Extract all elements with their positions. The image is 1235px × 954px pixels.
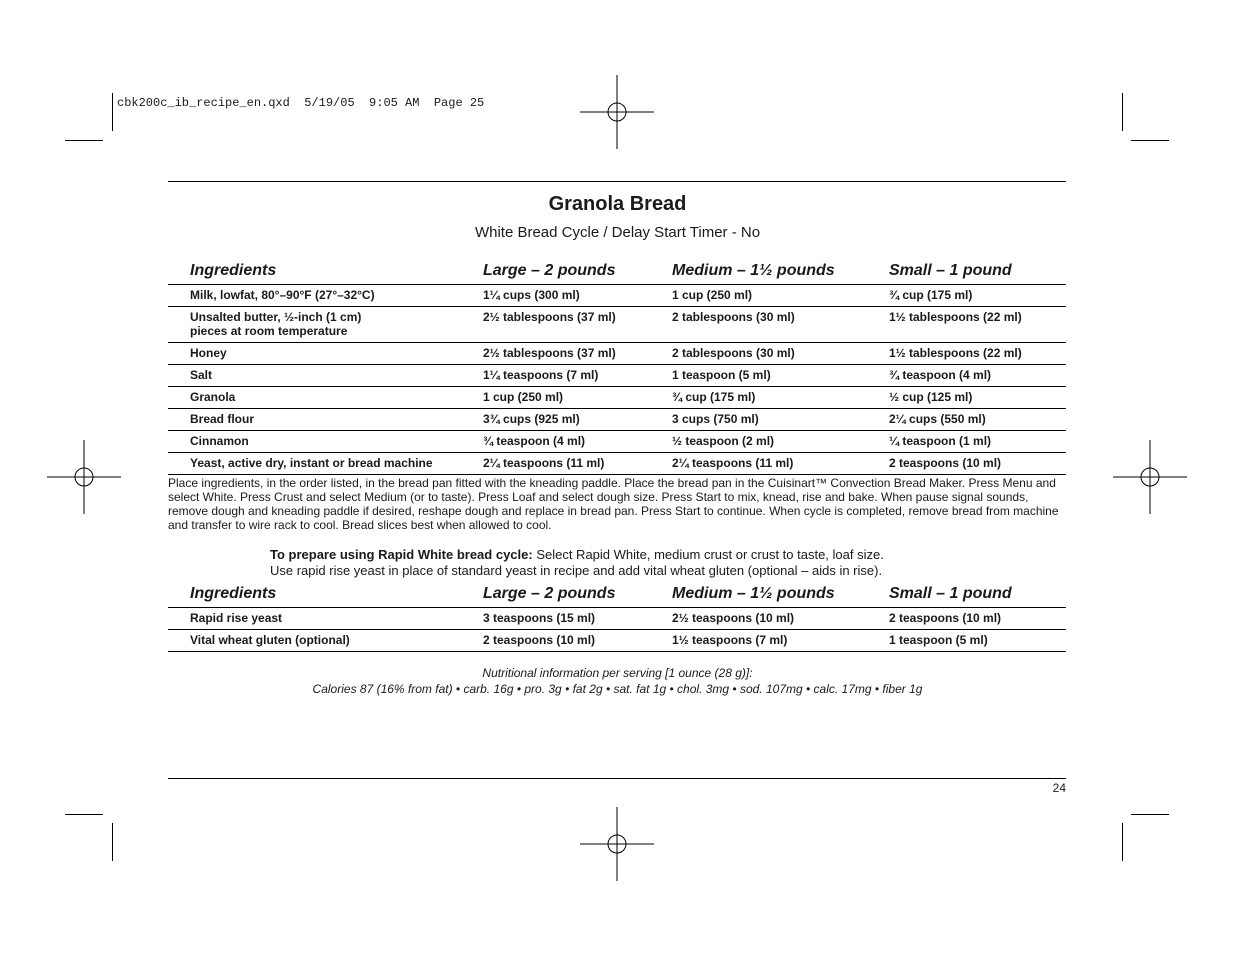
ingredient-name: Unsalted butter, ½-inch (1 cm) pieces at room temperature bbox=[168, 307, 483, 343]
amount-small: 1 teaspoon (5 ml) bbox=[889, 630, 1066, 652]
ingredient-name: Bread flour bbox=[168, 409, 483, 431]
amount-medium: 2 tablespoons (30 ml) bbox=[672, 307, 889, 343]
rapid-note-label: To prepare using Rapid White bread cycle: bbox=[270, 547, 533, 562]
ingredient-name: Yeast, active dry, instant or bread machine bbox=[168, 453, 483, 475]
header-ingredients: Ingredients bbox=[168, 584, 483, 608]
rapid-note-line-1 bbox=[270, 547, 1050, 563]
amount-medium: ¾ cup (175 ml) bbox=[672, 387, 889, 409]
ingredient-name: Cinnamon bbox=[168, 431, 483, 453]
amount-small: 2 teaspoons (10 ml) bbox=[889, 453, 1066, 475]
table-row bbox=[168, 630, 1066, 652]
amount-large: 2 teaspoons (10 ml) bbox=[483, 630, 672, 652]
page-subtitle: White Bread Cycle / Delay Start Timer - No bbox=[474, 224, 761, 241]
ingredient-name: Salt bbox=[168, 365, 483, 387]
amount-medium: 1 cup (250 ml) bbox=[672, 285, 889, 307]
amount-medium: 2¼ teaspoons (11 ml) bbox=[672, 453, 889, 475]
table-row bbox=[168, 343, 1066, 365]
file-slug-line: cbk200c_ib_recipe_en.qxd 5/19/05 9:05 AM Page 25 bbox=[117, 96, 485, 110]
amount-small: 2¼ cups (550 ml) bbox=[889, 409, 1066, 431]
amount-medium: 1 teaspoon (5 ml) bbox=[672, 365, 889, 387]
rapid-note-text: Select Rapid White, medium crust or crust to taste, loaf size. bbox=[532, 547, 884, 562]
table-row bbox=[168, 453, 1066, 475]
header-ingredients: Ingredients bbox=[168, 261, 483, 285]
ingredient-name: Honey bbox=[168, 343, 483, 365]
bottom-rule bbox=[168, 778, 1066, 779]
amount-large: 2½ tablespoons (37 ml) bbox=[483, 307, 672, 343]
amount-large: 1 cup (250 ml) bbox=[483, 387, 672, 409]
header-large: Large – 2 pounds bbox=[483, 261, 672, 285]
table-header-row bbox=[168, 584, 1066, 608]
amount-large: ¾ teaspoon (4 ml) bbox=[483, 431, 672, 453]
amount-small: ¾ cup (175 ml) bbox=[889, 285, 1066, 307]
ingredient-name: Rapid rise yeast bbox=[168, 608, 483, 630]
rapid-ingredients-table bbox=[168, 584, 1066, 652]
ingredient-name: Granola bbox=[168, 387, 483, 409]
amount-small: 1½ tablespoons (22 ml) bbox=[889, 343, 1066, 365]
instructions-paragraph: Place ingredients, in the order listed, in the bread pan fitted with the kneading paddle. Place the bread pan in the Cuisinart™ Convection Bread Maker. Press Menu and select White. Press Crust and select Medium (or to taste). Press Loaf and select dough size. Press Start to mix, knead, rise and bake. When pause signal sounds, remove dough and kneading paddle if desired, reshape dough and replace in bread pan. Press Start to continue. When cycle is completed, remove bread from machine and transfer to wire rack to cool. Bread slices best when allowed to cool. bbox=[168, 476, 1059, 532]
table-row bbox=[168, 365, 1066, 387]
nutrition-values: Calories 87 (16% from fat) • carb. 16g • pro. 3g • fat 2g • sat. fat 1g • chol. 3mg • sod. 107mg • calc. 17mg • fiber 1g bbox=[312, 682, 923, 696]
registration-mark-left-icon bbox=[47, 440, 121, 514]
ingredient-name: Vital wheat gluten (optional) bbox=[168, 630, 483, 652]
table-row bbox=[168, 608, 1066, 630]
table-row bbox=[168, 431, 1066, 453]
rapid-note-line-2: Use rapid rise yeast in place of standard yeast in recipe and add vital wheat gluten (optional – aids in rise). bbox=[270, 563, 883, 578]
amount-small: 1½ tablespoons (22 ml) bbox=[889, 307, 1066, 343]
amount-large: 3¾ cups (925 ml) bbox=[483, 409, 672, 431]
amount-large: 2½ tablespoons (37 ml) bbox=[483, 343, 672, 365]
amount-large: 1¼ cups (300 ml) bbox=[483, 285, 672, 307]
header-large: Large – 2 pounds bbox=[483, 584, 672, 608]
table-header-row bbox=[168, 261, 1066, 285]
nutrition-info bbox=[0, 665, 1235, 697]
ingredients-table bbox=[168, 261, 1066, 475]
header-small: Small – 1 pound bbox=[889, 584, 1066, 608]
amount-small: ½ cup (125 ml) bbox=[889, 387, 1066, 409]
page-number: 24 bbox=[1052, 781, 1066, 795]
amount-large: 3 teaspoons (15 ml) bbox=[483, 608, 672, 630]
table-row bbox=[168, 409, 1066, 431]
amount-small: ¾ teaspoon (4 ml) bbox=[889, 365, 1066, 387]
amount-medium: 1½ teaspoons (7 ml) bbox=[672, 630, 889, 652]
header-small: Small – 1 pound bbox=[889, 261, 1066, 285]
amount-large: 1¼ teaspoons (7 ml) bbox=[483, 365, 672, 387]
registration-mark-bottom-icon bbox=[580, 807, 654, 881]
amount-medium: 2 tablespoons (30 ml) bbox=[672, 343, 889, 365]
page-title: Granola Bread bbox=[548, 193, 687, 215]
amount-medium: ½ teaspoon (2 ml) bbox=[672, 431, 889, 453]
registration-mark-top-icon bbox=[580, 75, 654, 149]
amount-large: 2¼ teaspoons (11 ml) bbox=[483, 453, 672, 475]
amount-medium: 2½ teaspoons (10 ml) bbox=[672, 608, 889, 630]
amount-small: ¼ teaspoon (1 ml) bbox=[889, 431, 1066, 453]
registration-mark-right-icon bbox=[1113, 440, 1187, 514]
rapid-cycle-note bbox=[270, 547, 1050, 579]
amount-medium: 3 cups (750 ml) bbox=[672, 409, 889, 431]
ingredient-name: Milk, lowfat, 80°–90°F (27°–32°C) bbox=[168, 285, 483, 307]
header-medium: Medium – 1½ pounds bbox=[672, 584, 889, 608]
nutrition-heading: Nutritional information per serving [1 ounce (28 g)]: bbox=[482, 666, 753, 680]
table-row bbox=[168, 387, 1066, 409]
table-row bbox=[168, 307, 1066, 343]
top-rule bbox=[168, 181, 1066, 182]
amount-small: 2 teaspoons (10 ml) bbox=[889, 608, 1066, 630]
table-row bbox=[168, 285, 1066, 307]
header-medium: Medium – 1½ pounds bbox=[672, 261, 889, 285]
